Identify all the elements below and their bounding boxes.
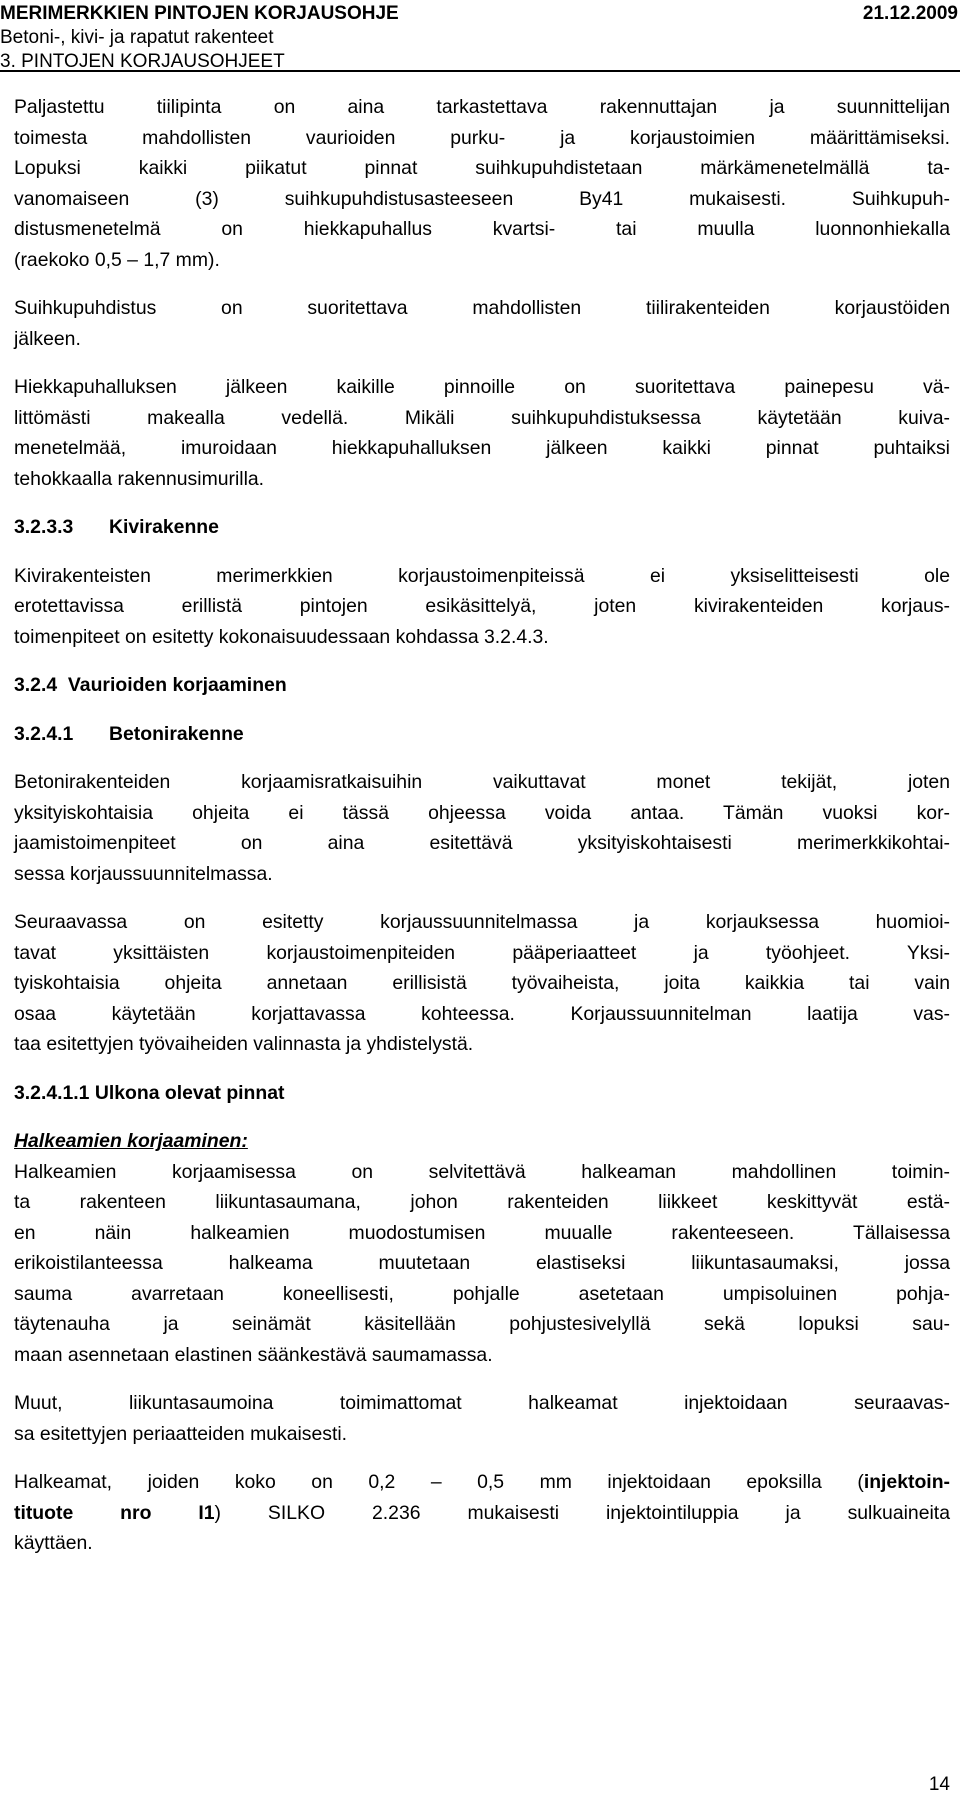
product-reference: injektoin- [863,1471,950,1493]
heading-betonirakenne: 3.2.4.1 Betonirakenne [14,722,244,745]
paragraph-seuraavassa: Seuraavassa on esitetty korjaussuunnitelmassa ja korjauksessa huomioi- tavat yksittäisten korjaustoimenpiteiden pääperiaatteet ja työohjeet. Yksi- tyiskohtaisia ohjeita annetaan erillisistä työvaiheista, joita kaikkia tai vain osaa käytetään korjattavassa kohteessa. Korjaussuunnitelman laatija vas- taa esitettyjen työvaiheiden valinnasta ja yhdistelystä. [14,911,950,1055]
paragraph-muut-halkeamat: Muut, liikuntasaumoina toimimattomat halkeamat injektoidaan seuraavas- sa esitettyjen periaatteiden mukaisesti. [14,1392,950,1445]
page-number: 14 [928,1774,950,1795]
paragraph-suihkupuhdistus: Suihkupuhdistus on suoritettava mahdollisten tiilirakenteiden korjaustöiden jälkeen. [14,297,950,350]
paragraph-injektointi: Halkeamat, joiden koko on 0,2 – 0,5 mm injektoidaan epoksilla (injektoin- tituote nro I1) SILKO 2.236 mukaisesti injektointiluppia ja sulkuaineita käyttäen. [14,1471,950,1554]
paragraph-hiekkapuhallus: Hiekkapuhalluksen jälkeen kaikille pinnoille on suoritettava painepesu vä- littömästi makealla vedellä. Mikäli suihkupuhdistuksessa käytetään kuiva- menetelmää, imuroidaan hiekkapuhalluksen jälkeen kaikki pinnat puhtaiksi tehokkaalla rakennusimurilla. [14,376,950,490]
chapter-title: 3. PINTOJEN KORJAUSOHJEET [0,51,285,72]
document-date: 21.12.2009 [862,3,958,24]
header-divider [0,70,960,72]
page-body [14,92,950,1577]
paragraph-halkeamien-korjaaminen: Halkeamien korjaamisessa on selvitettävä halkeaman mahdollinen toimin- ta rakenteen liikuntasaumana, johon rakenteiden liikkeet keskittyvät estä- en näin halkeamien muodostumisen muualle rakenteeseen. Tällaisessa erikoistilanteessa halkeama muutetaan elastiseksi liikuntasaumaksi, jossa sauma avarretaan koneellisesti, pohjalle asetetaan umpisoluinen pohja- täytenauha ja seinämät käsitellään pohjustesivelyllä sekä lopuksi sau- maan asennetaan elastinen säänkestävä saumamassa. [14,1160,950,1366]
heading-ulkona-olevat-pinnat: 3.2.4.1.1 Ulkona olevat pinnat [14,1081,285,1104]
subheading-halkeamien-korjaaminen: Halkeamien korjaaminen: [14,1130,248,1152]
paragraph-betonirakenne: Betonirakenteiden korjaamisratkaisuihin vaikuttavat monet tekijät, joten yksityiskohtaisia ohjeita ei tässä ohjeessa voida antaa. Tämän vuoksi kor- jaamistoimenpiteet on aina esitettävä yksityiskohtaisesti merimerkkikohtai- sessa korjaussuunnitelmassa. [14,771,950,885]
document-title: MERIMERKKIEN PINTOJEN KORJAUSOHJE [0,3,399,24]
heading-vaurioiden-korjaaminen: 3.2.4 Vaurioiden korjaaminen [14,674,287,696]
page-header [0,2,960,74]
heading-kivirakenne: 3.2.3.3 Kivirakenne [14,516,219,538]
paragraph-tiilipinta: Paljastettu tiilipinta on aina tarkastettava rakennuttajan ja suunnittelijan toimesta mahdollisten vaurioiden purku- ja korjaustoimien määrittämiseksi. Lopuksi kaikki piikatut pinnat suihkupuhdistetaan märkämenetelmällä ta- vanomaiseen (3) suihkupuhdistusasteeseen By41 mukaisesti. Suihkupuh- distusmenetelmä on hiekkapuhallus kvartsi- tai muulla luonnonhiekalla (raekoko 0,5 – 1,7 mm). [14,96,950,271]
paragraph-kivirakenne: Kivirakenteisten merimerkkien korjaustoimenpiteissä ei yksiselitteisesti ole erotettavissa erillistä pintojen esikäsittelyä, joten kivirakenteiden korjaus- toimenpiteet on esitetty kokonaisuudessaan kohdassa 3.2.4.3. [14,564,950,648]
document-subtitle: Betoni-, kivi- ja rapatut rakenteet [0,27,274,48]
product-reference: tituote nro I1 [14,1501,215,1524]
